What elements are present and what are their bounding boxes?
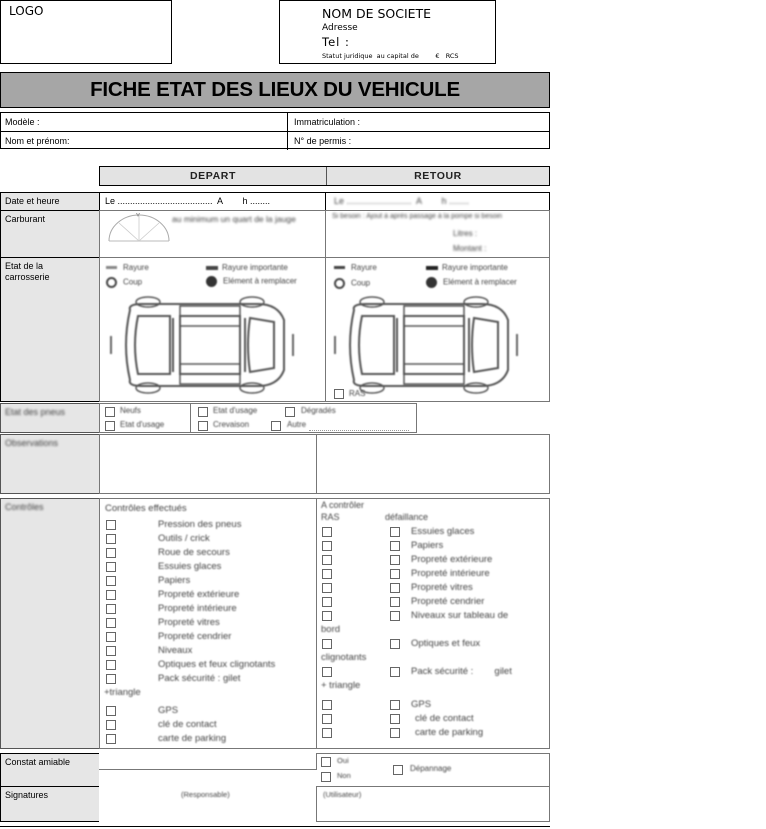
legend-major-scratch-retour: Rayure importante <box>426 263 508 272</box>
retour-item-proprete-cendrier: Propreté cendrier <box>411 596 485 607</box>
fault-proprete-ext-checkbox[interactable] <box>390 555 400 565</box>
retour-item-optiques: Optiques et feux <box>411 638 481 649</box>
fault-pack-checkbox[interactable] <box>390 667 400 677</box>
depart-date-text: Le ...................................... A h ........ <box>105 196 271 206</box>
ras-pack-checkbox[interactable] <box>322 667 332 677</box>
checkbox-pack[interactable] <box>106 674 116 684</box>
retour-item-pack: Pack sécurité : gilet <box>411 666 512 677</box>
ras-cle-checkbox[interactable] <box>322 714 332 724</box>
tyres-puncture-checkbox[interactable] <box>198 421 208 431</box>
tyres-used-label: Etat d'usage <box>120 420 165 429</box>
dent-icon <box>334 278 345 289</box>
vehicle-info-table <box>0 112 550 149</box>
license-number-field[interactable]: N° de permis : <box>287 132 549 150</box>
ras-essuies-checkbox[interactable] <box>322 527 332 537</box>
scratch-icon <box>334 266 345 269</box>
depart-observations-field[interactable] <box>99 434 317 494</box>
label-observations <box>0 434 100 494</box>
retour-col-ras: RAS <box>321 512 340 522</box>
retour-wrap-bord: bord <box>321 624 341 635</box>
item-cle: clé de contact <box>158 719 217 730</box>
item-essuies: Essuies glaces <box>158 561 222 572</box>
replace-part-icon <box>206 276 217 287</box>
column-retour: RETOUR <box>326 167 549 185</box>
checkbox-essuies[interactable] <box>106 562 116 572</box>
company-address: Adresse <box>322 23 358 33</box>
info-row-driver <box>1 131 549 149</box>
tyres-used-checkbox[interactable] <box>105 421 115 431</box>
fault-cle-checkbox[interactable] <box>390 714 400 724</box>
checkbox-outils[interactable] <box>106 534 116 544</box>
retour-col-fault: défaillance <box>385 512 429 522</box>
depart-constat-cell[interactable] <box>99 753 317 770</box>
depart-controls-cell <box>99 498 317 749</box>
checkbox-proprete-ext[interactable] <box>106 590 116 600</box>
tyres-wear-label: Etat d'usage <box>213 406 258 415</box>
retour-date-text: Le .......................... A h ........ <box>334 196 470 206</box>
legend-scratch-retour: Rayure <box>334 263 377 272</box>
retour-fuel-note: Si besoin : Ajout à après passage à la pompe si besoin <box>332 213 503 220</box>
label-body-text: Etat de la carrosserie <box>5 261 50 282</box>
legend-scratch: Rayure <box>106 263 149 272</box>
logo-box <box>0 0 172 64</box>
label-constat-text: Constat amiable <box>5 757 71 767</box>
retour-fuel-liters-label: Litres : <box>453 229 478 238</box>
tyres-new-label: Neufs <box>120 406 141 415</box>
tow-checkbox[interactable] <box>393 765 403 775</box>
label-date: Date et heure <box>0 192 100 211</box>
depart-fuel-cell[interactable] <box>99 210 326 258</box>
constat-yes-checkbox[interactable] <box>321 757 331 767</box>
checkbox-optiques[interactable] <box>106 660 116 670</box>
ras-optiques-checkbox[interactable] <box>322 639 332 649</box>
retour-wrap-triangle: + triangle <box>321 680 361 691</box>
tyres-damaged-label: Dégradés <box>301 406 336 415</box>
tyres-puncture-label: Crevaison <box>213 420 250 429</box>
fault-proprete-vitres-checkbox[interactable] <box>390 583 400 593</box>
label-signatures <box>0 786 100 822</box>
company-info-box <box>279 0 496 64</box>
item-proprete-cendrier: Propreté cendrier <box>158 631 232 642</box>
item-outils: Outils / crick <box>158 533 210 544</box>
car-diagram-icon[interactable] <box>332 296 520 394</box>
retour-controls-cell <box>316 498 550 749</box>
company-tel: Tel : <box>322 35 350 49</box>
ras-proprete-cendrier-checkbox[interactable] <box>322 597 332 607</box>
label-observations-text: Observations <box>5 438 59 448</box>
ras-checkbox[interactable] <box>334 389 344 399</box>
checkbox-proprete-cendrier[interactable] <box>106 632 116 642</box>
retour-item-gps: GPS <box>411 699 432 710</box>
label-tyres <box>0 403 100 433</box>
checkbox-niveaux[interactable] <box>106 646 116 656</box>
fault-optiques-checkbox[interactable] <box>390 639 400 649</box>
tyres-group-1 <box>99 403 191 433</box>
retour-item-cle: clé de contact <box>415 713 474 724</box>
legend-replace: Elément à remplacer <box>206 276 297 287</box>
fault-niveaux-checkbox[interactable] <box>390 611 400 621</box>
checkbox-papiers[interactable] <box>106 576 116 586</box>
tyres-wear-checkbox[interactable] <box>198 407 208 417</box>
fault-papiers-checkbox[interactable] <box>390 541 400 551</box>
retour-fuel-cell[interactable] <box>325 210 550 258</box>
retour-item-proprete-int: Propreté intérieure <box>411 568 490 579</box>
item-pression: Pression des pneus <box>158 519 242 530</box>
tyres-group-2 <box>190 403 417 433</box>
page-title: FICHE ETAT DES LIEUX DU VEHICULE <box>90 78 460 101</box>
item-niveaux: Niveaux <box>158 645 193 656</box>
checkbox-proprete-vitres[interactable] <box>106 618 116 628</box>
item-proprete-int: Propreté intérieure <box>158 603 237 614</box>
item-proprete-vitres: Propreté vitres <box>158 617 220 628</box>
ras-gps-checkbox[interactable] <box>322 700 332 710</box>
item-papiers: Papiers <box>158 575 191 586</box>
ras-niveaux-checkbox[interactable] <box>322 611 332 621</box>
item-gps: GPS <box>158 705 179 716</box>
retour-item-papiers: Papiers <box>411 540 444 551</box>
driver-name-field[interactable]: Nom et prénom: <box>5 136 70 146</box>
checkbox-roue[interactable] <box>106 548 116 558</box>
depart-date-cell[interactable] <box>99 192 326 211</box>
scratch-icon <box>106 266 117 269</box>
tyres-other-label: Autre <box>287 420 307 429</box>
retour-fuel-amount-label: Montant : <box>453 244 487 253</box>
major-scratch-icon <box>206 266 218 270</box>
retour-signature-field[interactable] <box>316 786 550 822</box>
fault-carte-checkbox[interactable] <box>390 728 400 738</box>
depart-signature-field[interactable] <box>99 770 317 822</box>
constat-no-label: Non <box>337 771 351 780</box>
constat-yes-label: Oui <box>337 756 349 765</box>
legend-dent: Coup <box>106 277 142 288</box>
checkbox-carte[interactable] <box>106 734 116 744</box>
depart-signature-role: (Responsable) <box>181 790 230 799</box>
label-fuel: Carburant <box>0 210 100 258</box>
tyres-other-checkbox[interactable] <box>271 421 281 431</box>
retour-constat-cell <box>316 753 550 787</box>
ras-carte-checkbox[interactable] <box>322 728 332 738</box>
retour-observations-field[interactable] <box>316 434 550 494</box>
tyres-new-checkbox[interactable] <box>105 407 115 417</box>
retour-date-cell[interactable] <box>325 192 550 211</box>
fuel-gauge-icon <box>107 213 171 243</box>
dent-icon <box>106 277 117 288</box>
item-roue: Roue de secours <box>158 547 230 558</box>
ras-label: RAS <box>349 389 366 398</box>
ras-proprete-vitres-checkbox[interactable] <box>322 583 332 593</box>
checkbox-pression[interactable] <box>106 520 116 530</box>
depart-fuel-note: au minimum un quart de la jauge <box>172 214 296 224</box>
company-name: NOM DE SOCIETE <box>322 6 432 21</box>
ras-proprete-int-checkbox[interactable] <box>322 569 332 579</box>
checkbox-cle[interactable] <box>106 720 116 730</box>
label-signatures-text: Signatures <box>5 790 49 800</box>
major-scratch-icon <box>426 266 438 270</box>
logo-placeholder: LOGO <box>9 4 44 18</box>
label-constat <box>0 753 100 787</box>
label-tyres-text: Etat des pneus <box>5 407 66 417</box>
bottom-rule <box>0 826 550 827</box>
model-field[interactable]: Modèle : <box>5 117 40 127</box>
legend-major-scratch: Rayure importante <box>206 263 288 272</box>
fault-proprete-int-checkbox[interactable] <box>390 569 400 579</box>
retour-wrap-clignotants: clignotants <box>321 652 367 663</box>
checkbox-proprete-int[interactable] <box>106 604 116 614</box>
constat-no-checkbox[interactable] <box>321 772 331 782</box>
item-optiques: Optiques et feux clignotants <box>158 659 276 670</box>
fault-essuies-checkbox[interactable] <box>390 527 400 537</box>
ras-proprete-ext-checkbox[interactable] <box>322 555 332 565</box>
retour-body-cell[interactable] <box>325 257 550 402</box>
retour-signature-role: (Utilisateur) <box>323 790 362 799</box>
form-title-bar <box>0 72 550 108</box>
retour-item-carte: carte de parking <box>415 727 484 738</box>
label-body <box>0 257 100 402</box>
legend-replace-retour: Elément à remplacer <box>426 277 517 288</box>
column-depart: DEPART <box>190 170 236 182</box>
item-carte: carte de parking <box>158 733 227 744</box>
tyres-damaged-checkbox[interactable] <box>285 407 295 417</box>
retour-item-proprete-ext: Propreté extérieure <box>411 554 493 565</box>
retour-item-proprete-vitres: Propreté vitres <box>411 582 473 593</box>
retour-item-essuies: Essuies glaces <box>411 526 475 537</box>
legend-dent-retour: Coup <box>334 278 370 289</box>
depart-body-cell[interactable] <box>99 257 326 402</box>
ras-papiers-checkbox[interactable] <box>322 541 332 551</box>
label-controls <box>0 498 100 749</box>
car-diagram-icon[interactable] <box>108 296 296 394</box>
item-proprete-ext: Propreté extérieure <box>158 589 240 600</box>
item-pack: Pack sécurité : gilet <box>158 673 241 684</box>
info-row-model <box>1 113 549 131</box>
label-controls-text: Contrôles <box>5 502 44 512</box>
fault-gps-checkbox[interactable] <box>390 700 400 710</box>
replace-part-icon <box>426 277 437 288</box>
item-pack-wrap: +triangle <box>104 687 141 698</box>
tyres-other-input[interactable] <box>309 430 409 431</box>
tow-label: Dépannage <box>410 764 452 773</box>
fault-proprete-cendrier-checkbox[interactable] <box>390 597 400 607</box>
company-legal-status: Statut juridique au capital de € RCS <box>322 52 459 60</box>
retour-controls-heading: A contrôler <box>321 500 365 510</box>
retour-item-niveaux: Niveaux sur tableau de <box>411 610 509 621</box>
checkbox-gps[interactable] <box>106 706 116 716</box>
columns-header <box>99 166 550 186</box>
depart-controls-heading: Contrôles effectués <box>105 503 187 514</box>
registration-field[interactable]: Immatriculation : <box>287 113 549 131</box>
